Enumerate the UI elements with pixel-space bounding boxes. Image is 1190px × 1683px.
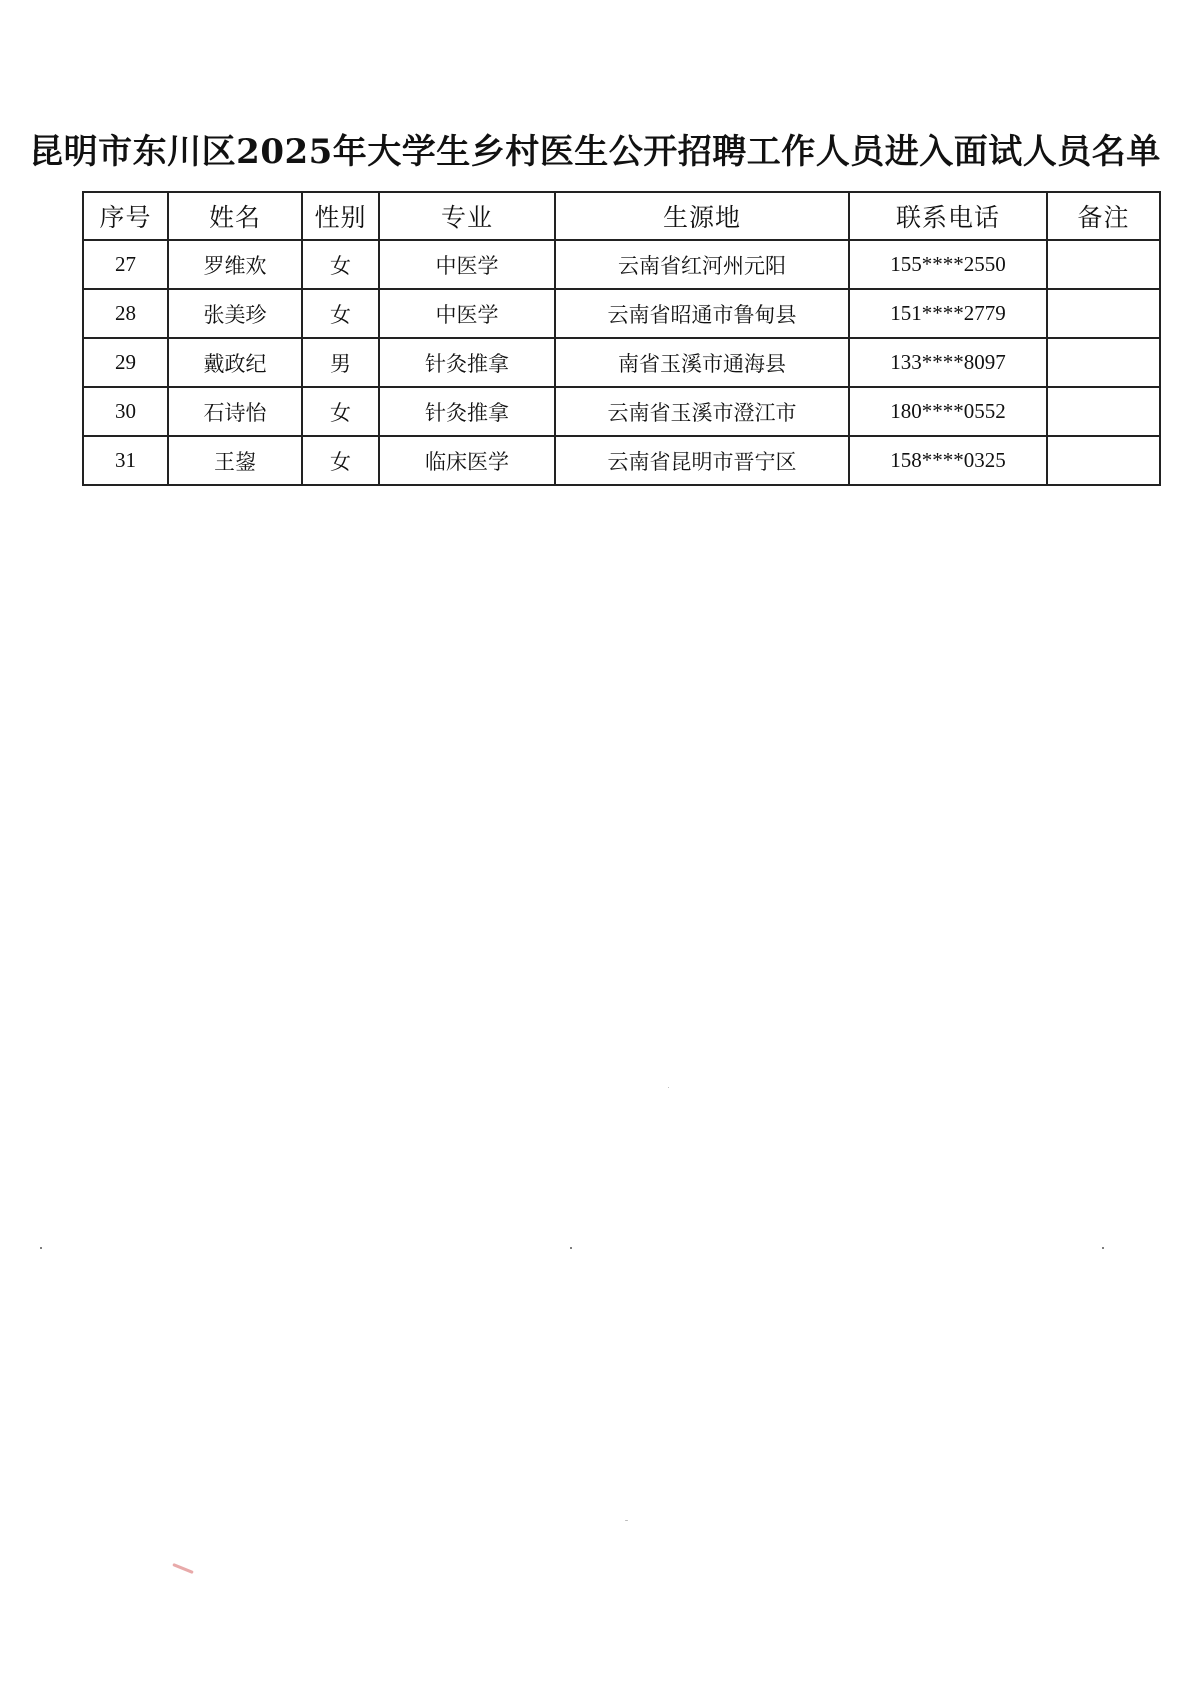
cell-name: 张美珍 [168,289,302,338]
cell-major: 针灸推拿 [379,387,555,436]
table-row [83,338,1160,387]
table-row [83,387,1160,436]
scan-speck [40,1247,42,1249]
cell-seq: 27 [83,240,168,289]
cell-origin: 云南省昆明市晋宁区 [555,436,849,485]
cell-gender: 男 [302,338,379,387]
header-phone: 联系电话 [849,192,1047,240]
cell-name: 罗维欢 [168,240,302,289]
header-origin: 生源地 [555,192,849,240]
cell-major: 中医学 [379,240,555,289]
cell-gender: 女 [302,289,379,338]
cell-remark [1047,240,1160,289]
cell-major: 中医学 [379,289,555,338]
header-remark: 备注 [1047,192,1160,240]
cell-name: 石诗怡 [168,387,302,436]
cell-remark [1047,387,1160,436]
table-row [83,240,1160,289]
header-major: 专业 [379,192,555,240]
cell-origin: 南省玉溪市通海县 [555,338,849,387]
cell-name: 戴政纪 [168,338,302,387]
cell-seq: 30 [83,387,168,436]
cell-remark [1047,436,1160,485]
red-pen-mark [172,1563,194,1574]
header-seq: 序号 [83,192,168,240]
table-row [83,436,1160,485]
scan-speck [625,1520,628,1521]
cell-phone: 133****8097 [849,338,1047,387]
cell-gender: 女 [302,240,379,289]
cell-origin: 云南省红河州元阳 [555,240,849,289]
cell-major: 临床医学 [379,436,555,485]
page-title: 昆明市东川区2025年大学生乡村医生公开招聘工作人员进入面试人员名单 [29,132,1161,172]
cell-origin: 云南省昭通市鲁甸县 [555,289,849,338]
table-header-row [83,192,1160,240]
cell-phone: 155****2550 [849,240,1047,289]
cell-phone: 151****2779 [849,289,1047,338]
cell-origin: 云南省玉溪市澄江市 [555,387,849,436]
scan-speck [668,1087,669,1088]
cell-seq: 29 [83,338,168,387]
cell-phone: 158****0325 [849,436,1047,485]
cell-gender: 女 [302,436,379,485]
header-gender: 性别 [302,192,379,240]
cell-seq: 28 [83,289,168,338]
cell-phone: 180****0552 [849,387,1047,436]
cell-remark [1047,338,1160,387]
header-name: 姓名 [168,192,302,240]
cell-remark [1047,289,1160,338]
table-row [83,289,1160,338]
scan-speck [1102,1247,1104,1249]
cell-name: 王鋆 [168,436,302,485]
scan-speck [570,1247,572,1249]
cell-gender: 女 [302,387,379,436]
cell-major: 针灸推拿 [379,338,555,387]
cell-seq: 31 [83,436,168,485]
candidate-table [82,191,1161,486]
